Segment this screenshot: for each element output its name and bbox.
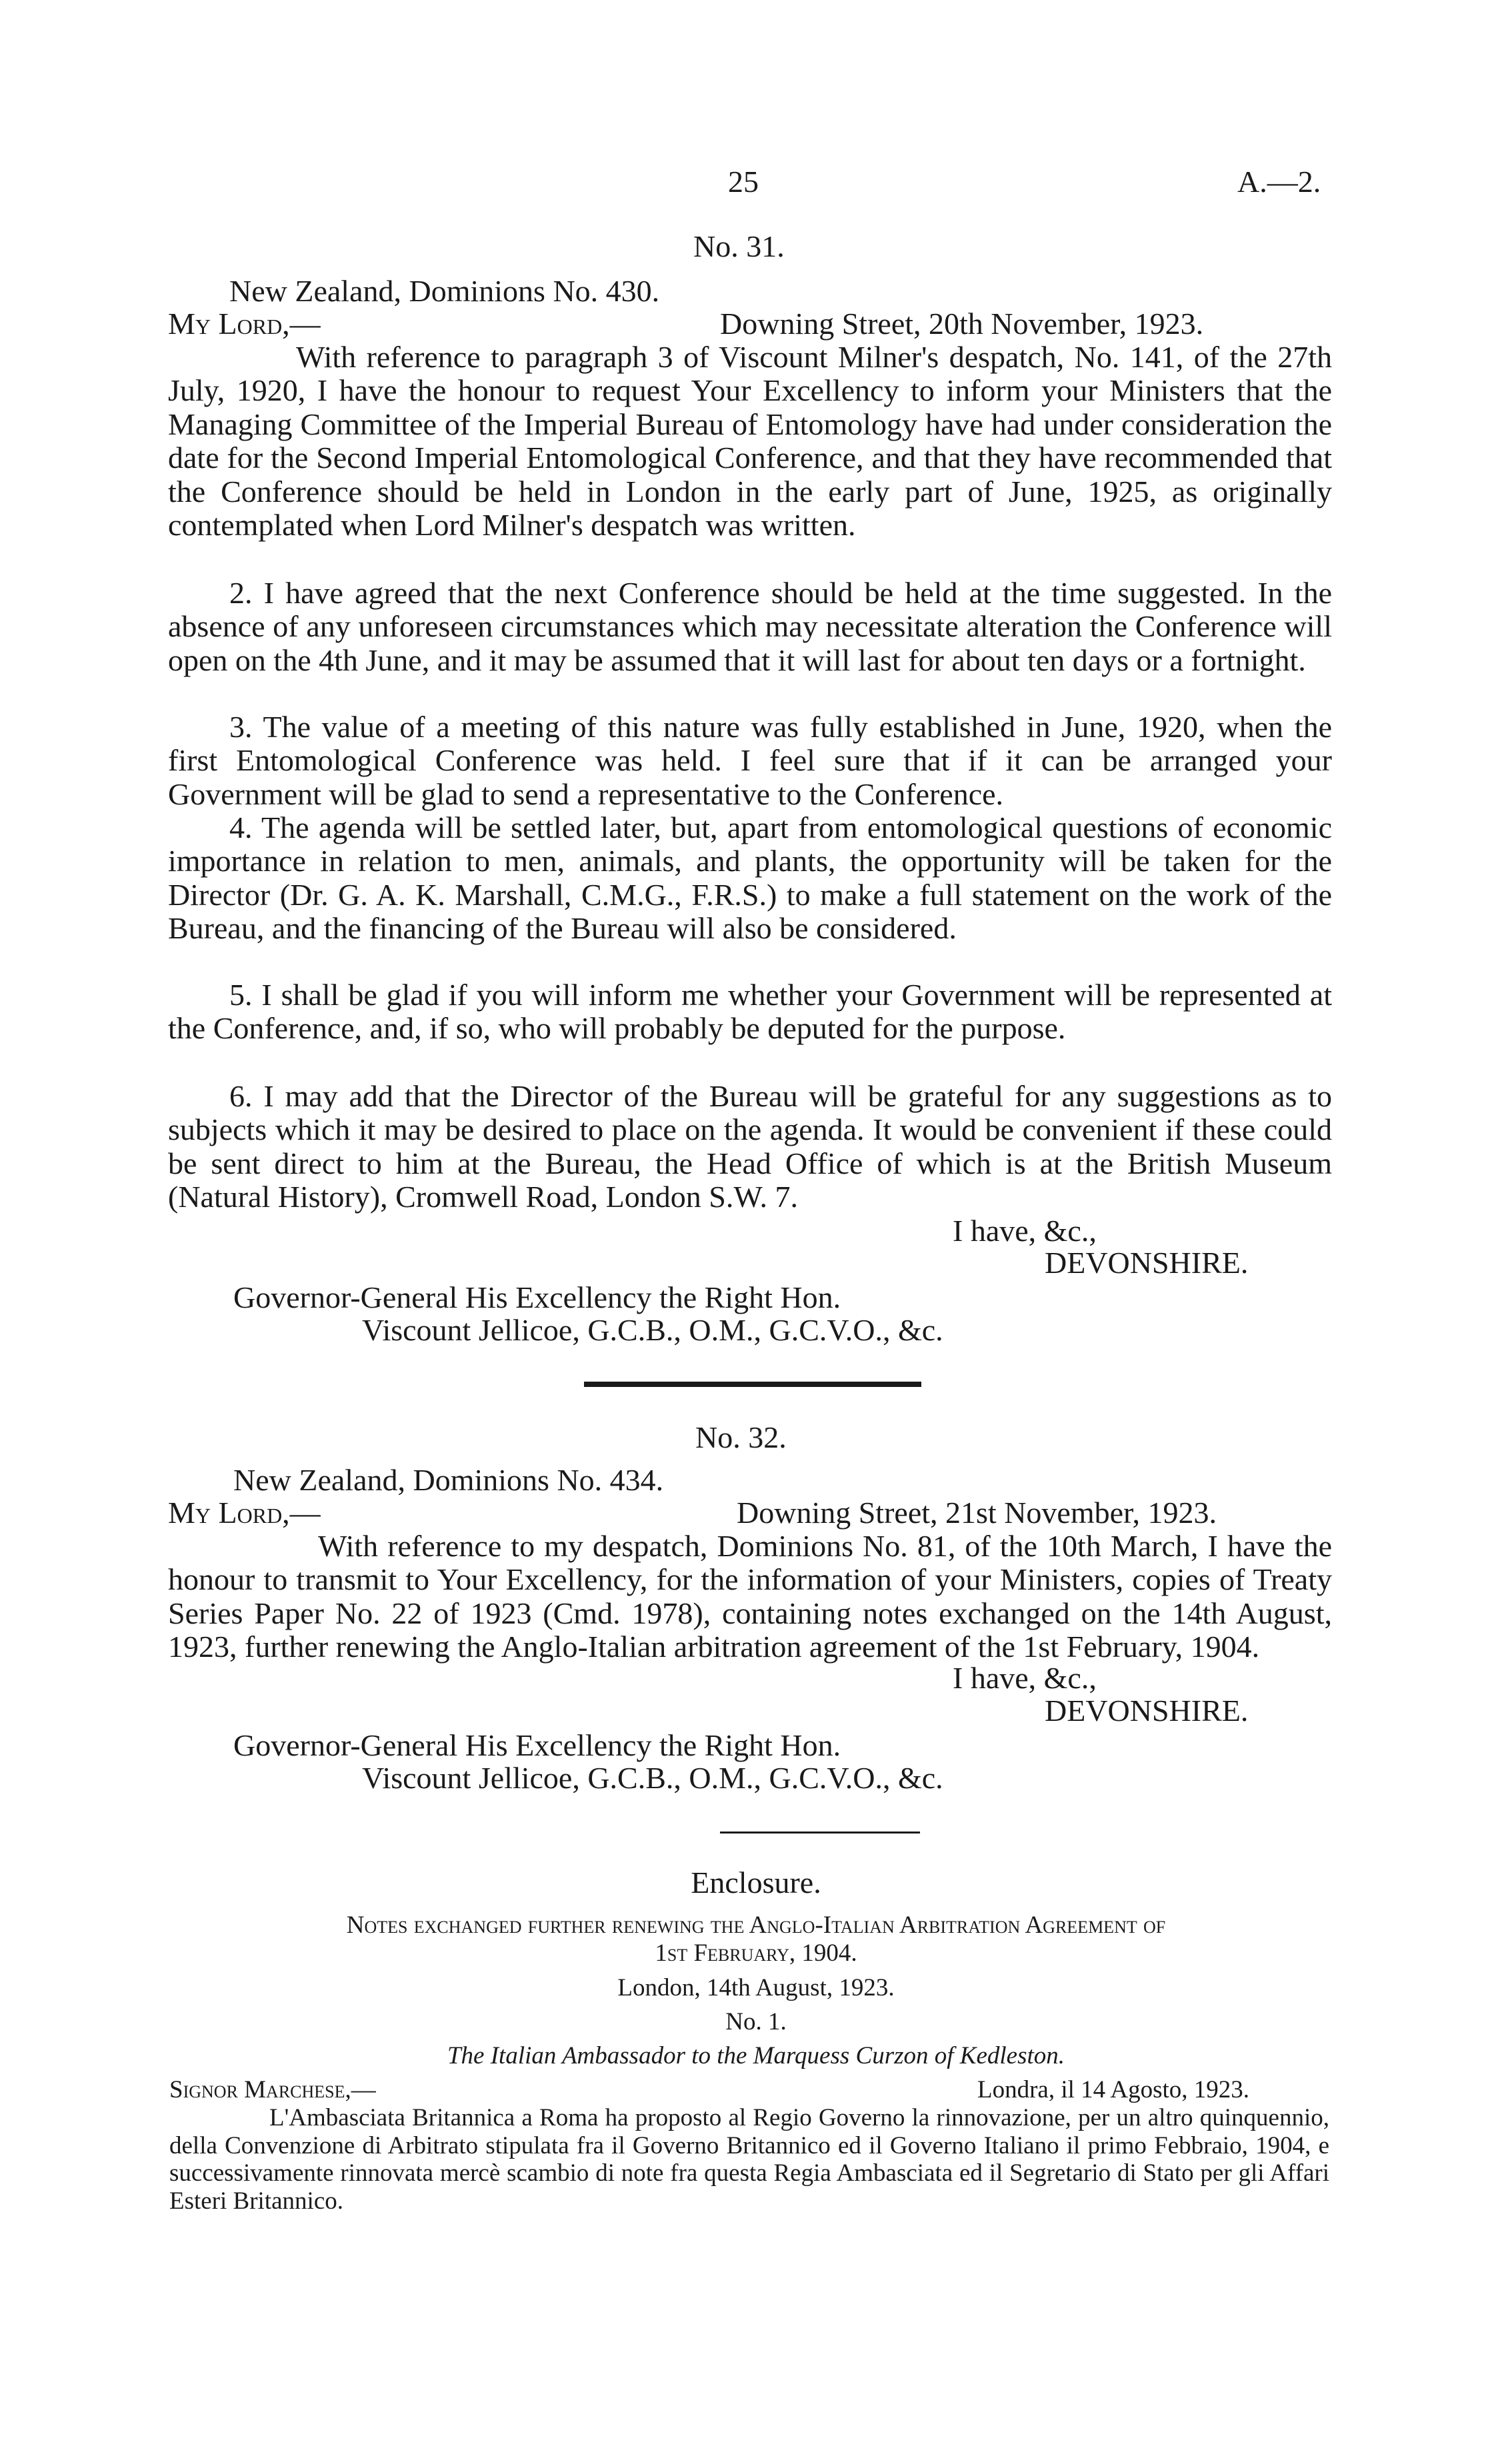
signature: DEVONSHIRE. [1045,1246,1249,1280]
document-reference: A.—2. [1237,165,1321,199]
closing-phrase: I have, &c., [953,1661,1097,1695]
enclosure-title: Notes exchanged further renewing the Anglo-Italian Arbitration Agreement of [346,1911,1166,1939]
addressee-line: Governor-General His Excellency the Right Hon. [233,1280,841,1314]
despatch-number: No. 31. [693,229,785,263]
despatch-paragraph: With reference to paragraph 3 of Viscount Milner's despatch, No. 141, of the 27th July, 1920, I have the honour to request Your Excellency to inform your Ministers that the Managing Committee of the Imperial Bureau of Entomology have had under consideration the date for the Second Imperial Entomological Conference, and that they have recommended that the Conference should be held in London in the early part of June, 1925, as originally contemplated when Lord Milner's despatch was written. [168,340,1332,543]
note-heading: The Italian Ambassador to the Marquess Curzon of Kedleston. [447,2042,1065,2069]
signature: DEVONSHIRE. [1045,1694,1249,1728]
despatch-paragraph: 6. I may add that the Director of the Bureau will be grateful for any suggestions as to subjects which it may be desired to place on the agenda. It would be convenient if these could be sent direct to him at the Bureau, the Head Office of which is at the British Museum (Natural History), Cromwell Road, London S.W. 7. [168,1079,1332,1214]
addressee-line: Viscount Jellicoe, G.C.B., O.M., G.C.V.O., &c. [362,1313,943,1347]
dominion-reference: New Zealand, Dominions No. 434. [233,1463,664,1497]
salutation: My Lord,— [168,1496,321,1530]
place-and-date: Downing Street, 21st November, 1923. [737,1496,1217,1530]
despatch-paragraph: 4. The agenda will be settled later, but, apart from entomological questions of economic importance in relation to men, animals, and plants, the opportunity will be taken for the Director (Dr. G. A. K. Marshall, C.M.G., F.R.S.) to make a full statement on the work of the Bureau, and the financing of the Bureau will also be considered. [168,810,1332,946]
despatch-paragraph: 3. The value of a meeting of this nature was fully established in June, 1920, when the first Entomological Conference was held. I feel sure that if it can be arranged your Government will be glad to send a representative to the Conference. [168,710,1332,811]
section-divider [584,1382,921,1387]
enclosure-title: 1st February, 1904. [655,1939,857,1967]
closing-phrase: I have, &c., [953,1214,1097,1248]
salutation: My Lord,— [168,307,321,341]
despatch-paragraph: 2. I have agreed that the next Conference should be held at the time suggested. In the absence of any unforeseen circumstances which may necessitate alteration the Conference will open on the 4th June, and it may be assumed that it will last for about ten days or a fortnight. [168,576,1332,677]
dominion-reference: New Zealand, Dominions No. 430. [229,274,660,308]
italian-place-date: Londra, il 14 Agosto, 1923. [977,2076,1250,2103]
italian-paragraph: L'Ambasciata Britannica a Roma ha proposto al Regio Governo la rinnovazione, per un altro quinquennio, della Convenzione di Arbitrato stipulata fra il Governo Britannico ed il Governo Italiano il primo Febbraio, 1904, e successivamente rinnovata mercè scambio di note fra questa Regia Ambasciata ed il Segretario di Stato per gli Affari Esteri Britannico. [169,2104,1329,2215]
addressee-line: Viscount Jellicoe, G.C.B., O.M., G.C.V.O., &c. [362,1761,943,1795]
despatch-paragraph: With reference to my despatch, Dominions No. 81, of the 10th March, I have the honour to transmit to Your Excellency, for the information of your Ministers, copies of Treaty Series Paper No. 22 of 1923 (Cmd. 1978), containing notes exchanged on the 14th August, 1923, further renewing the Anglo-Italian arbitration agreement of the 1st February, 1904. [168,1529,1332,1664]
salutation: Signor Marchese,— [169,2076,376,2103]
despatch-paragraph: 5. I shall be glad if you will inform me whether your Government will be represented at the Conference, and, if so, who will probably be deputed for the purpose. [168,978,1332,1046]
place-and-date: Downing Street, 20th November, 1923. [720,307,1204,341]
section-divider [720,1832,920,1834]
addressee-line: Governor-General His Excellency the Right Hon. [233,1728,841,1762]
page-number: 25 [728,165,759,199]
note-number: No. 1. [725,2008,787,2035]
enclosure-heading: Enclosure. [691,1865,821,1899]
enclosure-place-date: London, 14th August, 1923. [617,1974,895,2001]
despatch-number: No. 32. [695,1420,787,1454]
